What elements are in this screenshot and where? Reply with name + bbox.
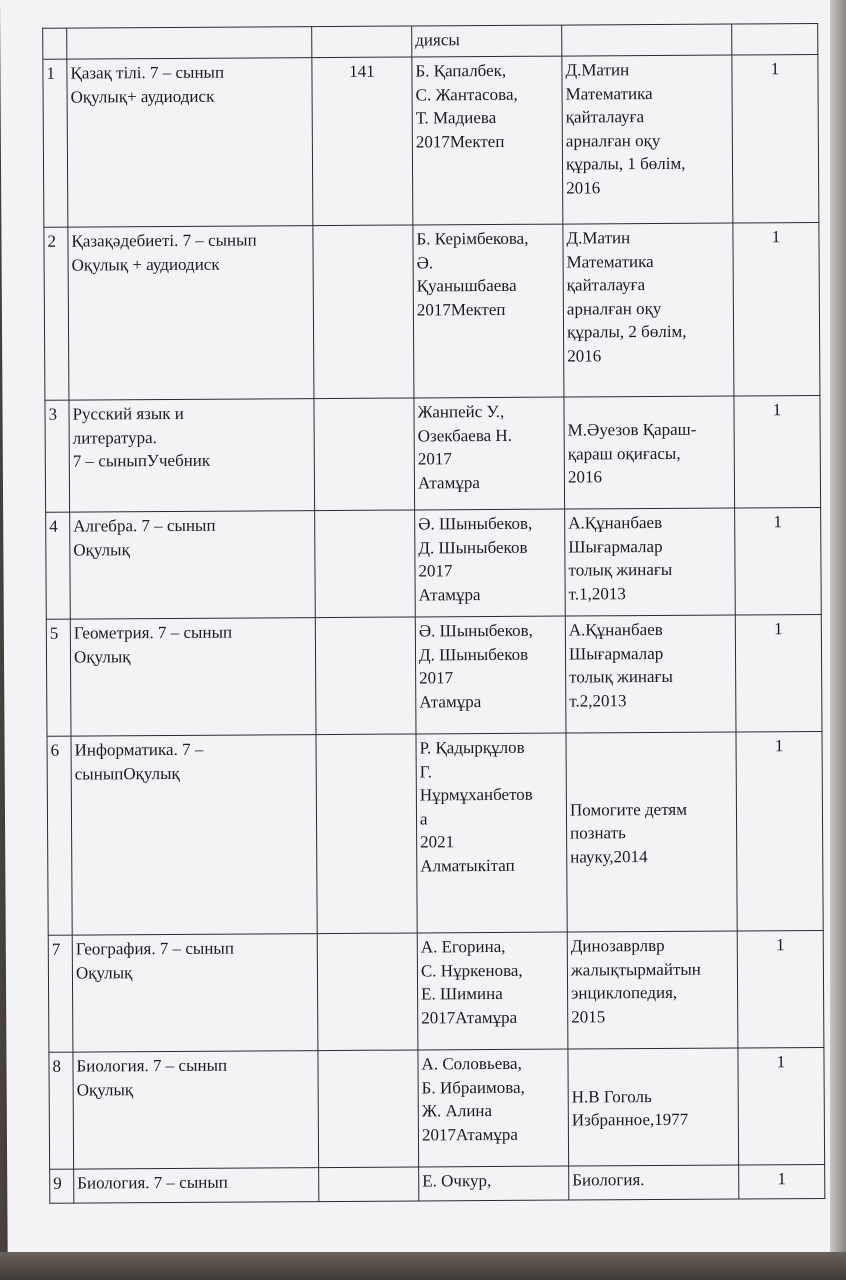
author-publisher: А. Соловьева, Б. Ибраимова, Ж. Алина 2017Атамұра xyxy=(418,1049,569,1167)
page-count: 141 xyxy=(312,57,413,226)
textbook-title: Биология. 7 – сынып xyxy=(74,1168,319,1203)
header-fragment: диясы xyxy=(412,25,562,57)
supplementary-book: Н.В Гоголь Избранное,1977 xyxy=(568,1048,739,1166)
row-number: 1 xyxy=(43,59,68,227)
table-row-header-fragment xyxy=(43,24,818,60)
row-number: 3 xyxy=(45,400,70,512)
supplementary-book: Динозаврлвр жалықтырмайтын энциклопедия, 2015 xyxy=(567,931,738,1049)
copy-count: 1 xyxy=(734,395,821,508)
author-publisher: Е. Очкур, xyxy=(419,1166,569,1201)
author-publisher: Ә. Шыныбеков, Д. Шыныбеков 2017 Атамұра xyxy=(415,509,566,617)
row-number: 6 xyxy=(47,736,72,935)
table-row xyxy=(45,395,821,512)
supplementary-book: Помогите детям познать науку,2014 xyxy=(566,732,737,932)
supplementary-book: Биология. xyxy=(569,1165,739,1200)
row-number: 8 xyxy=(49,1052,74,1169)
copy-count: 1 xyxy=(739,1164,825,1199)
supplementary-book: А.Құнанбаев Шығармалар толық жинағы т.1,2013 xyxy=(565,508,736,616)
supplementary-book: М.Әуезов Қараш- қараш оқиғасы, 2016 xyxy=(564,396,735,509)
copy-count: 1 xyxy=(733,223,820,397)
copy-count: 1 xyxy=(735,507,822,615)
table-row xyxy=(47,731,823,935)
background-edge xyxy=(830,0,846,1280)
row-number: 4 xyxy=(46,512,71,619)
supplementary-book: А.Құнанбаев Шығармалар толық жинағы т.2,2013 xyxy=(565,615,736,733)
author-publisher: Жанпейс У., Озекбаева Н. 2017 Атамұра xyxy=(414,397,565,510)
page-count xyxy=(315,617,416,735)
page-count xyxy=(315,510,416,618)
textbook-title: Биология. 7 – сынып Оқулық xyxy=(73,1051,319,1169)
author-publisher: Р. Қадырқұлов Г. Нұрмұханбетов а 2021 Алматыкітап xyxy=(416,733,567,933)
table-row xyxy=(48,930,824,1052)
page-count xyxy=(313,225,414,399)
textbook-title: Геометрия. 7 – сынып Оқулық xyxy=(70,618,316,736)
author-publisher: А. Егорина, С. Нұркенова, Е. Шимина 2017Атамұра xyxy=(417,932,568,1050)
textbook-title: Русский язык и литература. 7 – сыныпУчебник xyxy=(69,399,315,512)
textbook-table xyxy=(42,23,825,1204)
copy-count: 1 xyxy=(735,614,822,732)
row-number: 7 xyxy=(48,935,73,1052)
copy-count: 1 xyxy=(738,1047,825,1165)
textbook-title: Қазақәдебиеті. 7 – сынып Оқулық + аудиодиск xyxy=(68,226,314,400)
table-row xyxy=(44,223,820,401)
page-count xyxy=(317,933,418,1051)
textbook-title: Алгебра. 7 – сынып Оқулық xyxy=(70,511,316,619)
supplementary-book: Д.Матин Математика қайталауға арналған оқу құралы, 1 бөлім, 2016 xyxy=(562,55,733,224)
row-number: 2 xyxy=(44,227,69,400)
table-row xyxy=(46,614,822,736)
page-count xyxy=(314,398,415,511)
row-number: 5 xyxy=(46,619,71,736)
author-publisher: Б. Қапалбек, С. Жантасова, Т. Мадиева 2017Мектеп xyxy=(412,56,563,225)
table-row xyxy=(43,55,819,228)
author-publisher: Б. Керімбекова, Ә. Қуанышбаева 2017Мектеп xyxy=(413,224,564,398)
author-publisher: Ә. Шыныбеков, Д. Шыныбеков 2017 Атамұра xyxy=(415,616,566,734)
copy-count: 1 xyxy=(736,731,823,931)
page-count xyxy=(316,734,417,934)
supplementary-book: Д.Матин Математика қайталауға арналған оқу құралы, 2 бөлім, 2016 xyxy=(563,223,734,397)
table-row xyxy=(50,1164,825,1203)
table-row xyxy=(46,507,822,619)
textbook-title: Информатика. 7 – сыныпОқулық xyxy=(71,735,317,935)
copy-count: 1 xyxy=(732,55,819,224)
table-row xyxy=(49,1047,825,1169)
background-surface xyxy=(0,1252,846,1280)
page-count xyxy=(318,1050,419,1168)
copy-count: 1 xyxy=(737,930,824,1048)
page-count xyxy=(319,1167,419,1202)
textbook-title: География. 7 – сынып Оқулық xyxy=(72,934,318,1052)
textbook-title: Қазақ тілі. 7 – сынып Оқулық+ аудиодиск xyxy=(67,58,313,227)
row-number: 9 xyxy=(50,1169,74,1203)
